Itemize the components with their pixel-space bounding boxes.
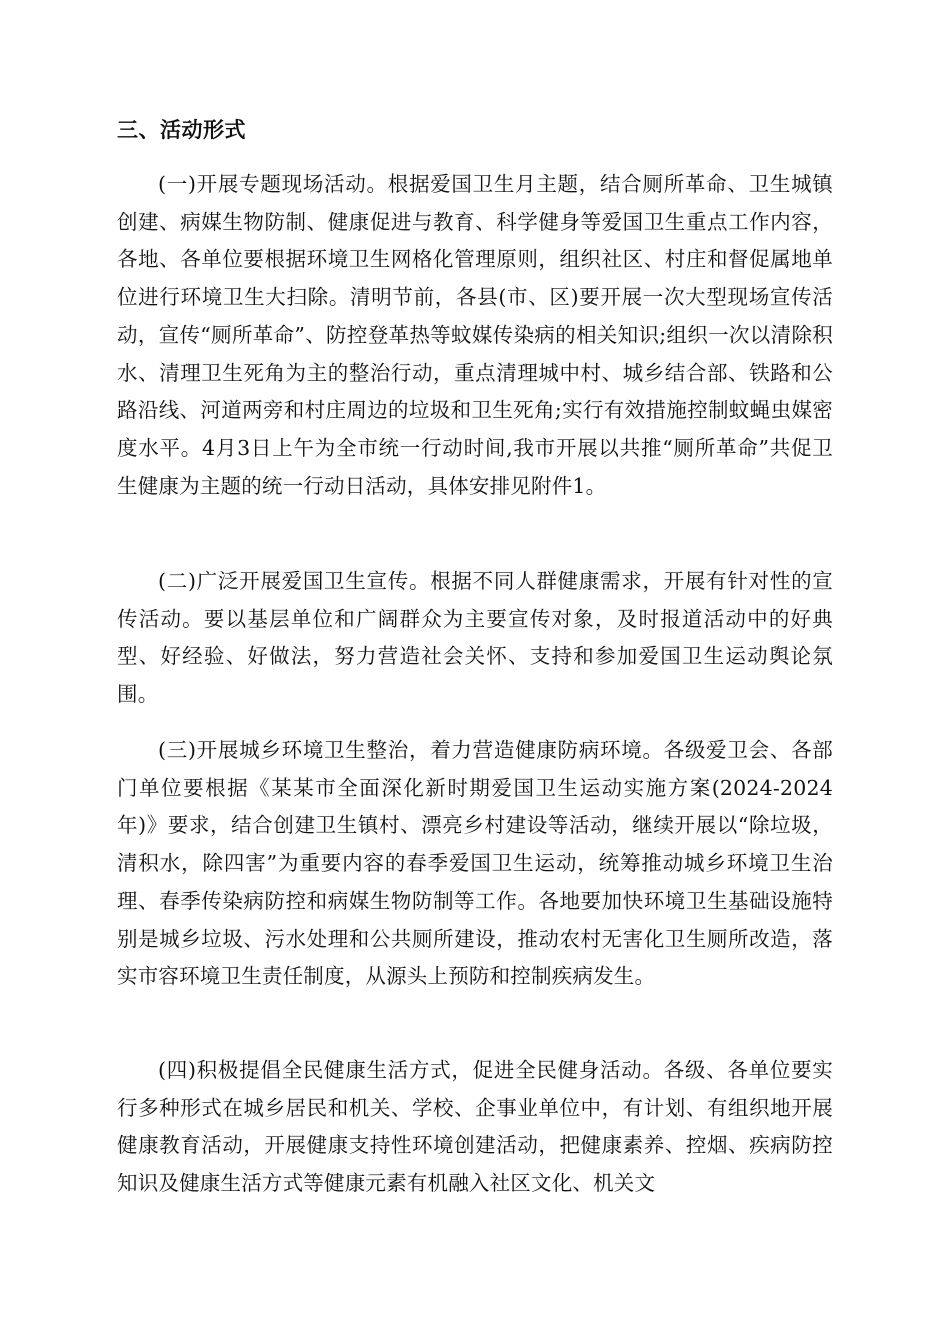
paragraph-health-publicity: (二)广泛开展爱国卫生宣传。根据不同人群健康需求，开展有针对性的宣传活动。要以基层单位和广阔群众为主要宣传对象，及时报道活动中的好典型、好经验、好做法，努力营造社会关怀、支持和参加爱国卫生运动舆论氛围。 (117, 569, 833, 707)
section-heading: 三、活动形式 (117, 118, 246, 142)
paragraph-healthy-lifestyle: (四)积极提倡全民健康生活方式，促进全民健身活动。各级、各单位要实行多种形式在城乡居民和机关、学校、企事业单位中，有计划、有组织地开展健康教育活动，开展健康支持性环境创建活动，把健康素养、控烟、疾病防控知识及健康生活方式等健康元素有机融入社区文化、机关文 (117, 1058, 833, 1196)
paragraph-special-field-activities: (一)开展专题现场活动。根据爱国卫生月主题，结合厕所革命、卫生城镇创建、病媒生物防制、健康促进与教育、科学健身等爱国卫生重点工作内容，各地、各单位要根据环境卫生网格化管理原则，组织社区、村庄和督促属地单位进行环境卫生大扫除。清明节前，各县(市、区)要开展一次大型现场宣传活动，宣传“厕所革命”、防控登革热等蚊媒传染病的相关知识;组织一次以清除积水、清理卫生死角为主的整治行动，重点清理城中村、城乡结合部、铁路和公路沿线、河道两旁和村庄周边的垃圾和卫生死角;实行有效措施控制蚊蝇虫媒密度水平。4月3日上午为全市统一行动时间,我市开展以共推“厕所革命”共促卫生健康为主题的统一行动日活动，具体安排见附件1。 (117, 172, 833, 498)
paragraph-environmental-sanitation: (三)开展城乡环境卫生整治，着力营造健康防病环境。各级爱卫会、各部门单位要根据《某某市全面深化新时期爱国卫生运动实施方案(2024-2024年)》要求，结合创建卫生镇村、漂亮乡村建设等活动，继续开展以“除垃圾，清积水，除四害”为重要内容的春季爱国卫生运动，统筹推动城乡环境卫生治理、春季传染病防控和病媒生物防制等工作。各地要加快环境卫生基础设施特别是城乡垃圾、污水处理和公共厕所建设，推动农村无害化卫生厕所改造，落实市容环境卫生责任制度，从源头上预防和控制疾病发生。 (117, 738, 833, 989)
